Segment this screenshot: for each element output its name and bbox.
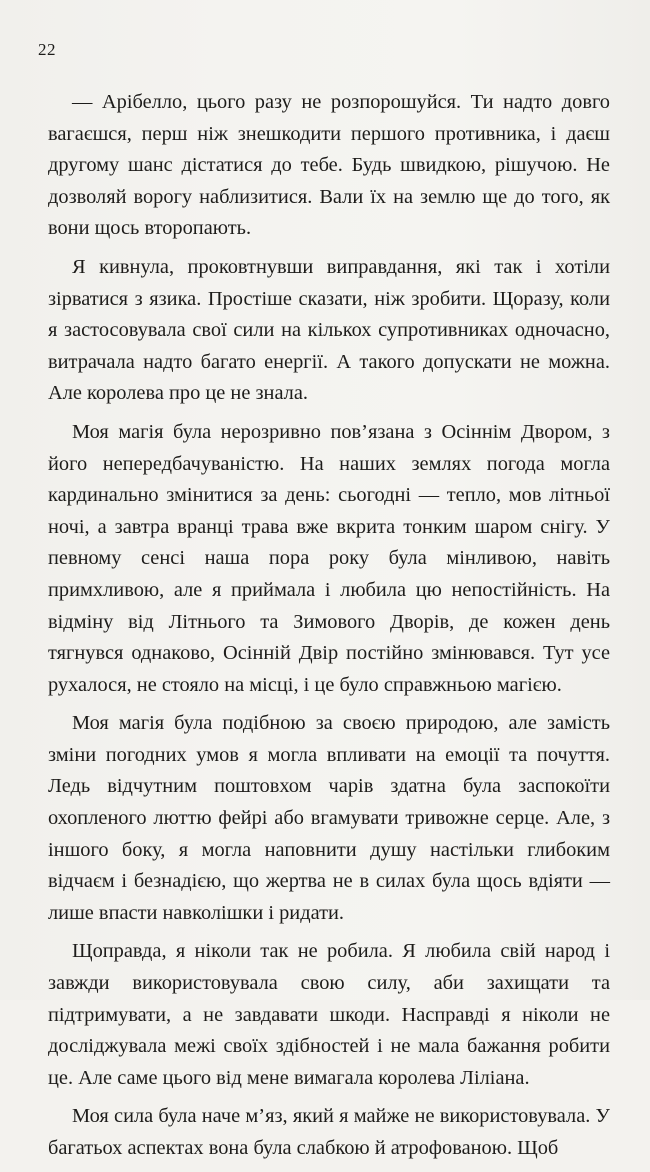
paragraph-4: Моя магія була подібною за своєю природою, але замість зміни погодних умов я могла впливати на емоції та почуття. Ледь відчутним поштовхом чарів здатна була заспокоїти охопленого люттю фейрі або вгамувати тривожне серце. Але, з іншого боку, я могла наповнити душу настільки глибоким відчаєм і безнадією, що жертва не в силах була щось вдіяти — лише впасти навколішки і ридати.	[48, 712, 610, 924]
paragraph-1: — Арібелло, цього разу не розпорошуйся. Ти надто довго вагаєшся, перш ніж знешкодити першого противника, і даєш другому шанс дістатися до тебе. Будь швидкою, рішучою. Не дозволяй ворогу наблизитися. Вали їх на землю ще до того, як вони щось втоpопають.	[48, 91, 610, 240]
paragraph-2: Я кивнула, проковтнувши виправдання, які так і хотіли зірватися з язика. Простіше сказати, ніж зробити. Щоразу, коли я застосовувала свої сили на кількох супротивниках одночасно, витрачала надто багато енергії. А такого допускати не можна. Але королева про це не знала.	[48, 255, 610, 405]
paragraph-3: Моя магія була нерозривно пов’язана з Осіннім Двором, з його непередбачуваністю. На наших землях погода могла кардинально змінитися за день: сьогодні — тепло, мов літньої ночі, а завтра вранці трава вже вкрита тонким шаром снігу. У певному сенсі наша пора року була мінливою, навіть примхливою, але я приймала і любила цю непостійність. На відміну від Літнього та Зимового Дворів, де кожен день тягнувся однаково, Осінній Двір постійно змінювався. Тут усе рухалося, не стояло на місці, і це було справжньою магією.	[48, 420, 610, 696]
page-number: 22	[38, 40, 56, 59]
paragraph-6: Моя сила була наче м’яз, який я майже не використовувала. У багатьох аспектах вона була слабкою й атрофованою. Щоб	[48, 1105, 610, 1159]
body-text	[48, 87, 610, 1172]
paragraph-5: Щоправда, я ніколи так не робила. Я любила свій народ і завжди використовувала свою силу, аби захищати та підтримувати, а не завдавати шкоди. Насправді я ніколи не досліджувала межі своїх здібностей і не мала бажання робити це. Але саме цього від мене вимагала королева Ліліана.	[48, 940, 610, 1089]
